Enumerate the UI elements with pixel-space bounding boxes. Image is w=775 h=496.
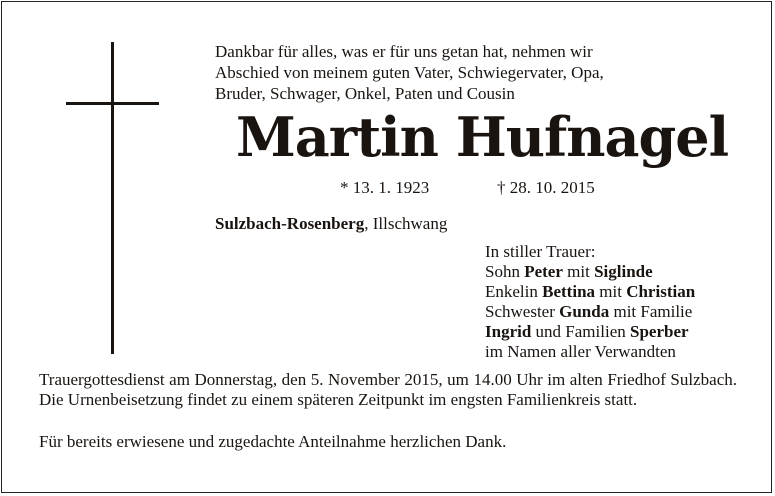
thanks-text: Für bereits erwiesene und zugedachte Anteilnahme herzlichen Dank.	[39, 432, 507, 451]
mourner-line	[485, 322, 695, 342]
mourner-line: im Namen aller Verwandten	[485, 342, 676, 361]
connector-text: mit	[595, 282, 627, 301]
intro-text	[215, 41, 715, 104]
mourners-list	[485, 242, 695, 362]
place-district: , Illschwang	[364, 214, 448, 233]
service-info: Trauergottesdienst am Donnerstag, den 5. November 2015, um 14.00 Uhr im alten Friedhof Sulzbach. Die Urnenbeisetzung findet zu einem späteren Zeitpunkt im engsten Familienkreis statt.	[39, 370, 737, 409]
relation-label: Schwester	[485, 302, 560, 321]
connector-text: mit	[562, 262, 595, 281]
mourners-header: In stiller Trauer:	[485, 242, 596, 261]
mourner-line	[485, 302, 695, 322]
death-date: † 28. 10. 2015	[497, 178, 595, 197]
intro-line: Dankbar für alles, was er für uns getan hat, nehmen wir	[215, 42, 593, 61]
relation-label: Enkelin	[485, 282, 543, 301]
cross-icon-vertical	[111, 42, 114, 354]
mourner-line	[485, 282, 695, 302]
birth-date: * 13. 1. 1923	[340, 178, 430, 197]
place-town: Sulzbach-Rosenberg	[215, 214, 365, 233]
mourner-name: Christian	[626, 282, 696, 301]
mourner-name: Ingrid	[485, 322, 532, 341]
cross-icon-horizontal	[66, 102, 159, 105]
connector-text: mit Familie	[609, 302, 693, 321]
intro-line: Abschied von meinem guten Vater, Schwiegervater, Opa,	[215, 63, 604, 82]
mourner-name: Gunda	[559, 302, 610, 321]
mourner-name: Sperber	[630, 322, 689, 341]
mourner-name: Bettina	[542, 282, 596, 301]
mourner-name: Siglinde	[594, 262, 653, 281]
relation-label: Sohn	[485, 262, 525, 281]
connector-text: und Familien	[531, 322, 630, 341]
intro-line: Bruder, Schwager, Onkel, Paten und Cousin	[215, 84, 515, 103]
mourner-name: Peter	[524, 262, 563, 281]
deceased-name: Martin Hufnagel	[236, 105, 729, 169]
mourner-line	[485, 262, 695, 282]
place-of-residence	[215, 214, 447, 234]
